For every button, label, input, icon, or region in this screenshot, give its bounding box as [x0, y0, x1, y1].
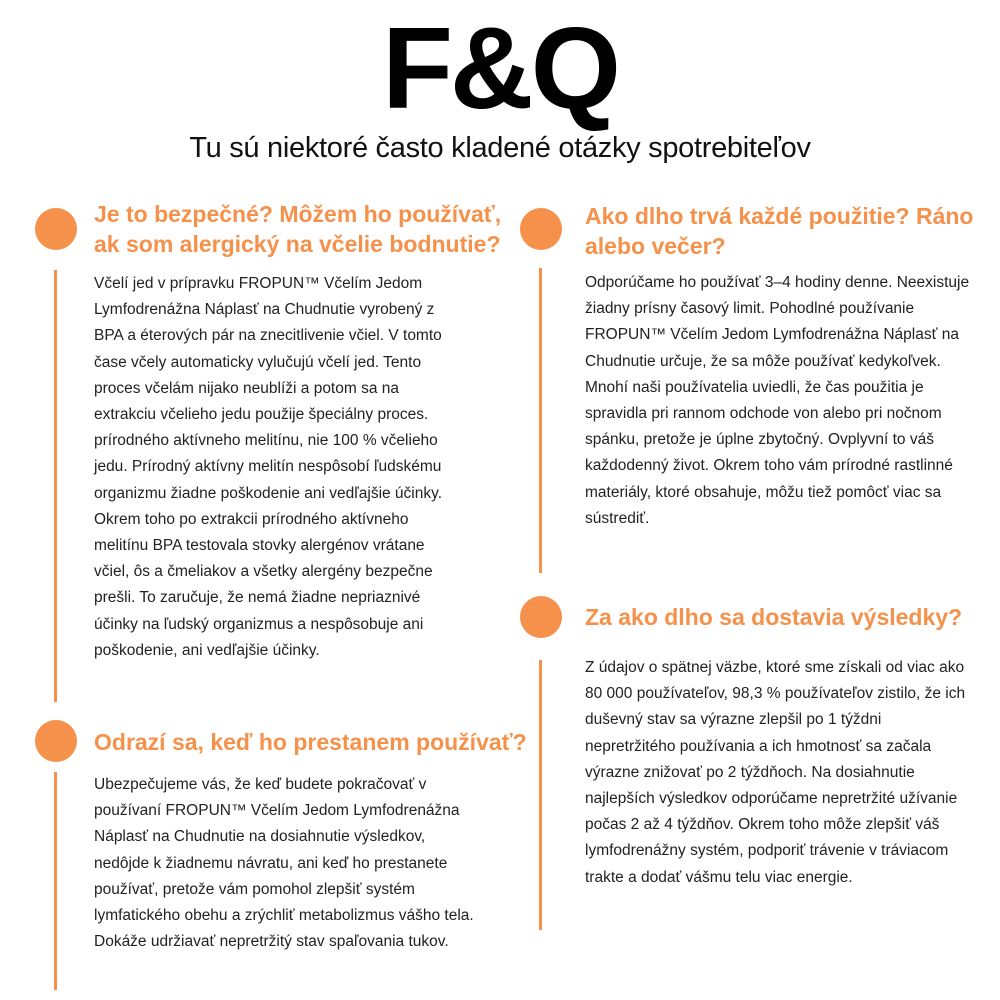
faq-divider-line: [54, 772, 57, 990]
faq-answer: Z údajov o spätnej väzbe, ktoré sme získali od viac ako 80 000 používateľov, 98,3 % používateľov zistilo, že ich duševný stav sa výrazne zlepšil po 1 týždni nepretržitého používania a ich hmotnosť sa začala výrazne znižovať po 2 týždňoch. Na dosiahnutie najlepších výsledkov odporúčame nepretržité užívanie počas 2 až 4 týždňov. Okrem toho môže zlepšiť váš lymfodrenážny systém, podporiť trávenie v tráviacom trakte a dodať vášmu telu viac energie.: [585, 659, 966, 886]
bullet-dot-icon: [35, 720, 77, 762]
page-subtitle: Tu sú niektoré často kladené otázky spotrebiteľov: [189, 132, 811, 164]
faq-divider-line: [539, 660, 542, 930]
faq-answer: Ubezpečujeme vás, že keď budete pokračovať v používaní FROPUN™ Včelím Jedom Lymfodrenážna Náplasť na Chudnutie na dosiahnutie výsledkov, nedôjde k žiadnemu návratu, ani keď ho prestanete používať, pretože vám pomohol zlepšiť systém lymfatického obehu a zrýchliť metabolizmus vášho tela. Dokáže udržiavať nepretržitý stav spaľovania tukov.: [94, 776, 474, 951]
faq-question: Za ako dlho sa dostavia výsledky?: [585, 604, 963, 630]
faq-divider-line: [54, 270, 57, 702]
bullet-dot-icon: [520, 596, 562, 638]
page-title: F&Q: [382, 3, 618, 133]
faq-question: Ako dlho trvá každé použitie? Ráno alebo večer?: [585, 203, 974, 259]
faq-answer: Odporúčame ho používať 3–4 hodiny denne. Neexistuje žiadny prísny časový limit. Pohodlné používanie FROPUN™ Včelím Jedom Lymfodrenážna Náplasť na Chudnutie určuje, že sa môže používať kedykoľvek. Mnohí naši používatelia uviedli, že čas použitia je spravidla pri rannom odchode von alebo pri nočnom spánku, pretože je úplne zbytočný. Ovplyvní to váš každodenný život. Okrem toho vám prírodné rastlinné materiály, ktoré obsahuje, môžu tiež pomôcť viac sa sústrediť.: [585, 274, 970, 527]
bullet-dot-icon: [35, 208, 77, 250]
faq-answer: Včelí jed v prípravku FROPUN™ Včelím Jedom Lymfodrenážna Náplasť na Chudnutie vyrobený z BPA a éterových pár na znecitlivenie včiel. V tomto čase včely automaticky vylučujú včelí jed. Tento proces včelám nijako neublíži a potom sa na extrakciu včelieho jedu použije špeciálny proces. prírodného aktívneho melitínu, nie 100 % včelieho jedu. Prírodný aktívny melitín nespôsobí ľudskému organizmu žiadne poškodenie ani vedľajšie účinky. Okrem toho po extrakcii prírodného aktívneho melitínu BPA testovala stovky alergénov vrátane včiel, ôs a čmeliakov a všetky alergény bezpečne prešli. To zaručuje, že nemá žiadne nepriaznivé účinky na ľudský organizmus a nespôsobuje ani poškodenie, ani vedľajšie účinky.: [94, 275, 443, 659]
faq-question: Odrazí sa, keď ho prestanem používať?: [94, 729, 527, 755]
bullet-dot-icon: [520, 208, 562, 250]
faq-divider-line: [539, 268, 542, 573]
faq-question: Je to bezpečné? Môžem ho používať, ak som alergický na včelie bodnutie?: [94, 201, 502, 257]
